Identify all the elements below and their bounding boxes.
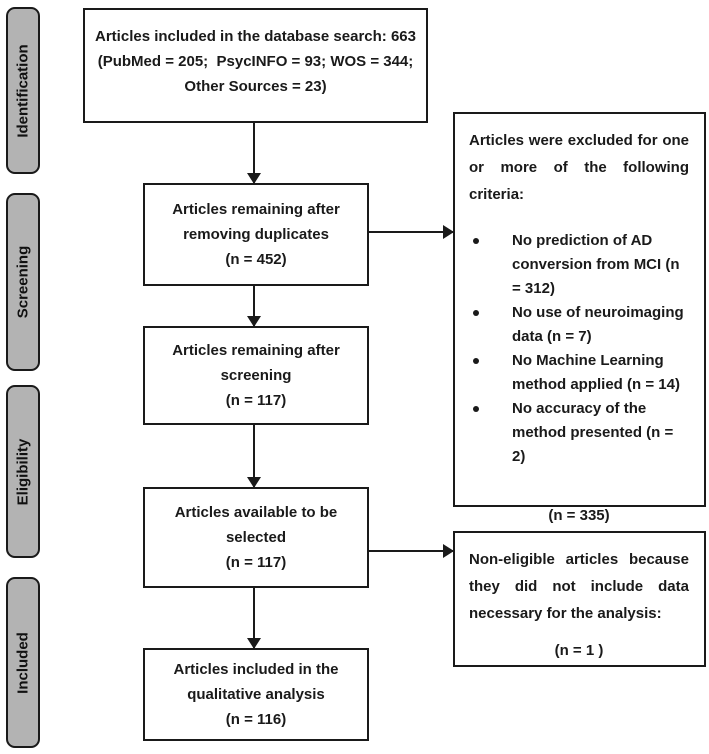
box-exclusion-criteria bbox=[453, 112, 706, 524]
box-text-line: (n = 117) bbox=[225, 392, 287, 409]
stage-label-included: Included bbox=[14, 631, 32, 694]
box-after-screening bbox=[143, 326, 369, 425]
exclusion-item-text: No accuracy of the method presented (n = 2) bbox=[512, 400, 674, 465]
bullet-icon bbox=[469, 229, 512, 244]
bullet-icon bbox=[469, 397, 512, 412]
stage-label-screening: Screening bbox=[14, 245, 32, 319]
stage-rail-included bbox=[6, 577, 40, 748]
arrow-down-search-to-duplicates bbox=[253, 123, 255, 183]
box-text-line: qualitative analysis bbox=[187, 686, 325, 703]
non-eligible-text: Non-eligible articles because they did not include data necessary for the analysis: bbox=[469, 551, 689, 622]
bullet-icon bbox=[469, 301, 512, 316]
exclusion-item bbox=[469, 397, 689, 469]
non-eligible-total: (n = 1 ) bbox=[554, 642, 604, 659]
box-after-duplicates bbox=[143, 183, 369, 286]
stage-rail-screening bbox=[6, 193, 40, 371]
stage-rail-eligibility bbox=[6, 385, 40, 558]
box-text-line: (n = 452) bbox=[225, 251, 287, 268]
arrow-down-duplicates-to-screening bbox=[253, 286, 255, 326]
box-text-line: Articles remaining after bbox=[172, 342, 340, 359]
box-text-line: (n = 116) bbox=[225, 711, 287, 728]
box-non-eligible bbox=[453, 531, 706, 667]
arrow-right-to-non-eligible bbox=[369, 550, 453, 552]
box-text-line: (n = 117) bbox=[225, 554, 287, 571]
box-text-line: removing duplicates bbox=[183, 226, 329, 243]
arrow-down-screening-to-available bbox=[253, 425, 255, 487]
arrow-down-available-to-included bbox=[253, 588, 255, 648]
exclusion-item bbox=[469, 349, 689, 397]
box-text-line: (PubMed = 205; PsycINFO = 93; WOS = 344; bbox=[97, 53, 414, 70]
box-text-line: screening bbox=[220, 367, 292, 384]
box-qualitative-analysis bbox=[143, 648, 369, 741]
box-text-line: Articles available to be bbox=[174, 504, 338, 521]
exclusion-intro-text: Articles were excluded for one or more of the following criteria: bbox=[469, 132, 689, 203]
box-text-line: Articles included in the bbox=[173, 661, 339, 678]
box-text-line: Articles remaining after bbox=[172, 201, 340, 218]
stage-rail-identification bbox=[6, 7, 40, 174]
exclusion-item-text: No use of neuroimaging data (n = 7) bbox=[512, 304, 684, 345]
stage-label-identification: Identification bbox=[14, 43, 32, 138]
exclusion-bullet-list bbox=[469, 229, 689, 469]
bullet-icon bbox=[469, 349, 512, 364]
box-database-search bbox=[83, 8, 428, 123]
exclusion-item-text: No Machine Learning method applied (n = 14) bbox=[512, 352, 680, 393]
exclusion-item bbox=[469, 229, 689, 301]
arrow-right-to-exclusions bbox=[369, 231, 453, 233]
exclusion-item bbox=[469, 301, 689, 349]
exclusion-total: (n = 335) bbox=[548, 507, 610, 524]
box-text-line: selected bbox=[225, 529, 287, 546]
exclusion-item-text: No prediction of AD conversion from MCI (n = 312) bbox=[512, 232, 680, 297]
stage-label-eligibility: Eligibility bbox=[14, 438, 32, 505]
box-text-line: Other Sources = 23) bbox=[184, 78, 327, 95]
box-text-line: Articles included in the database search: 663 bbox=[95, 28, 416, 45]
box-available-selected bbox=[143, 487, 369, 588]
